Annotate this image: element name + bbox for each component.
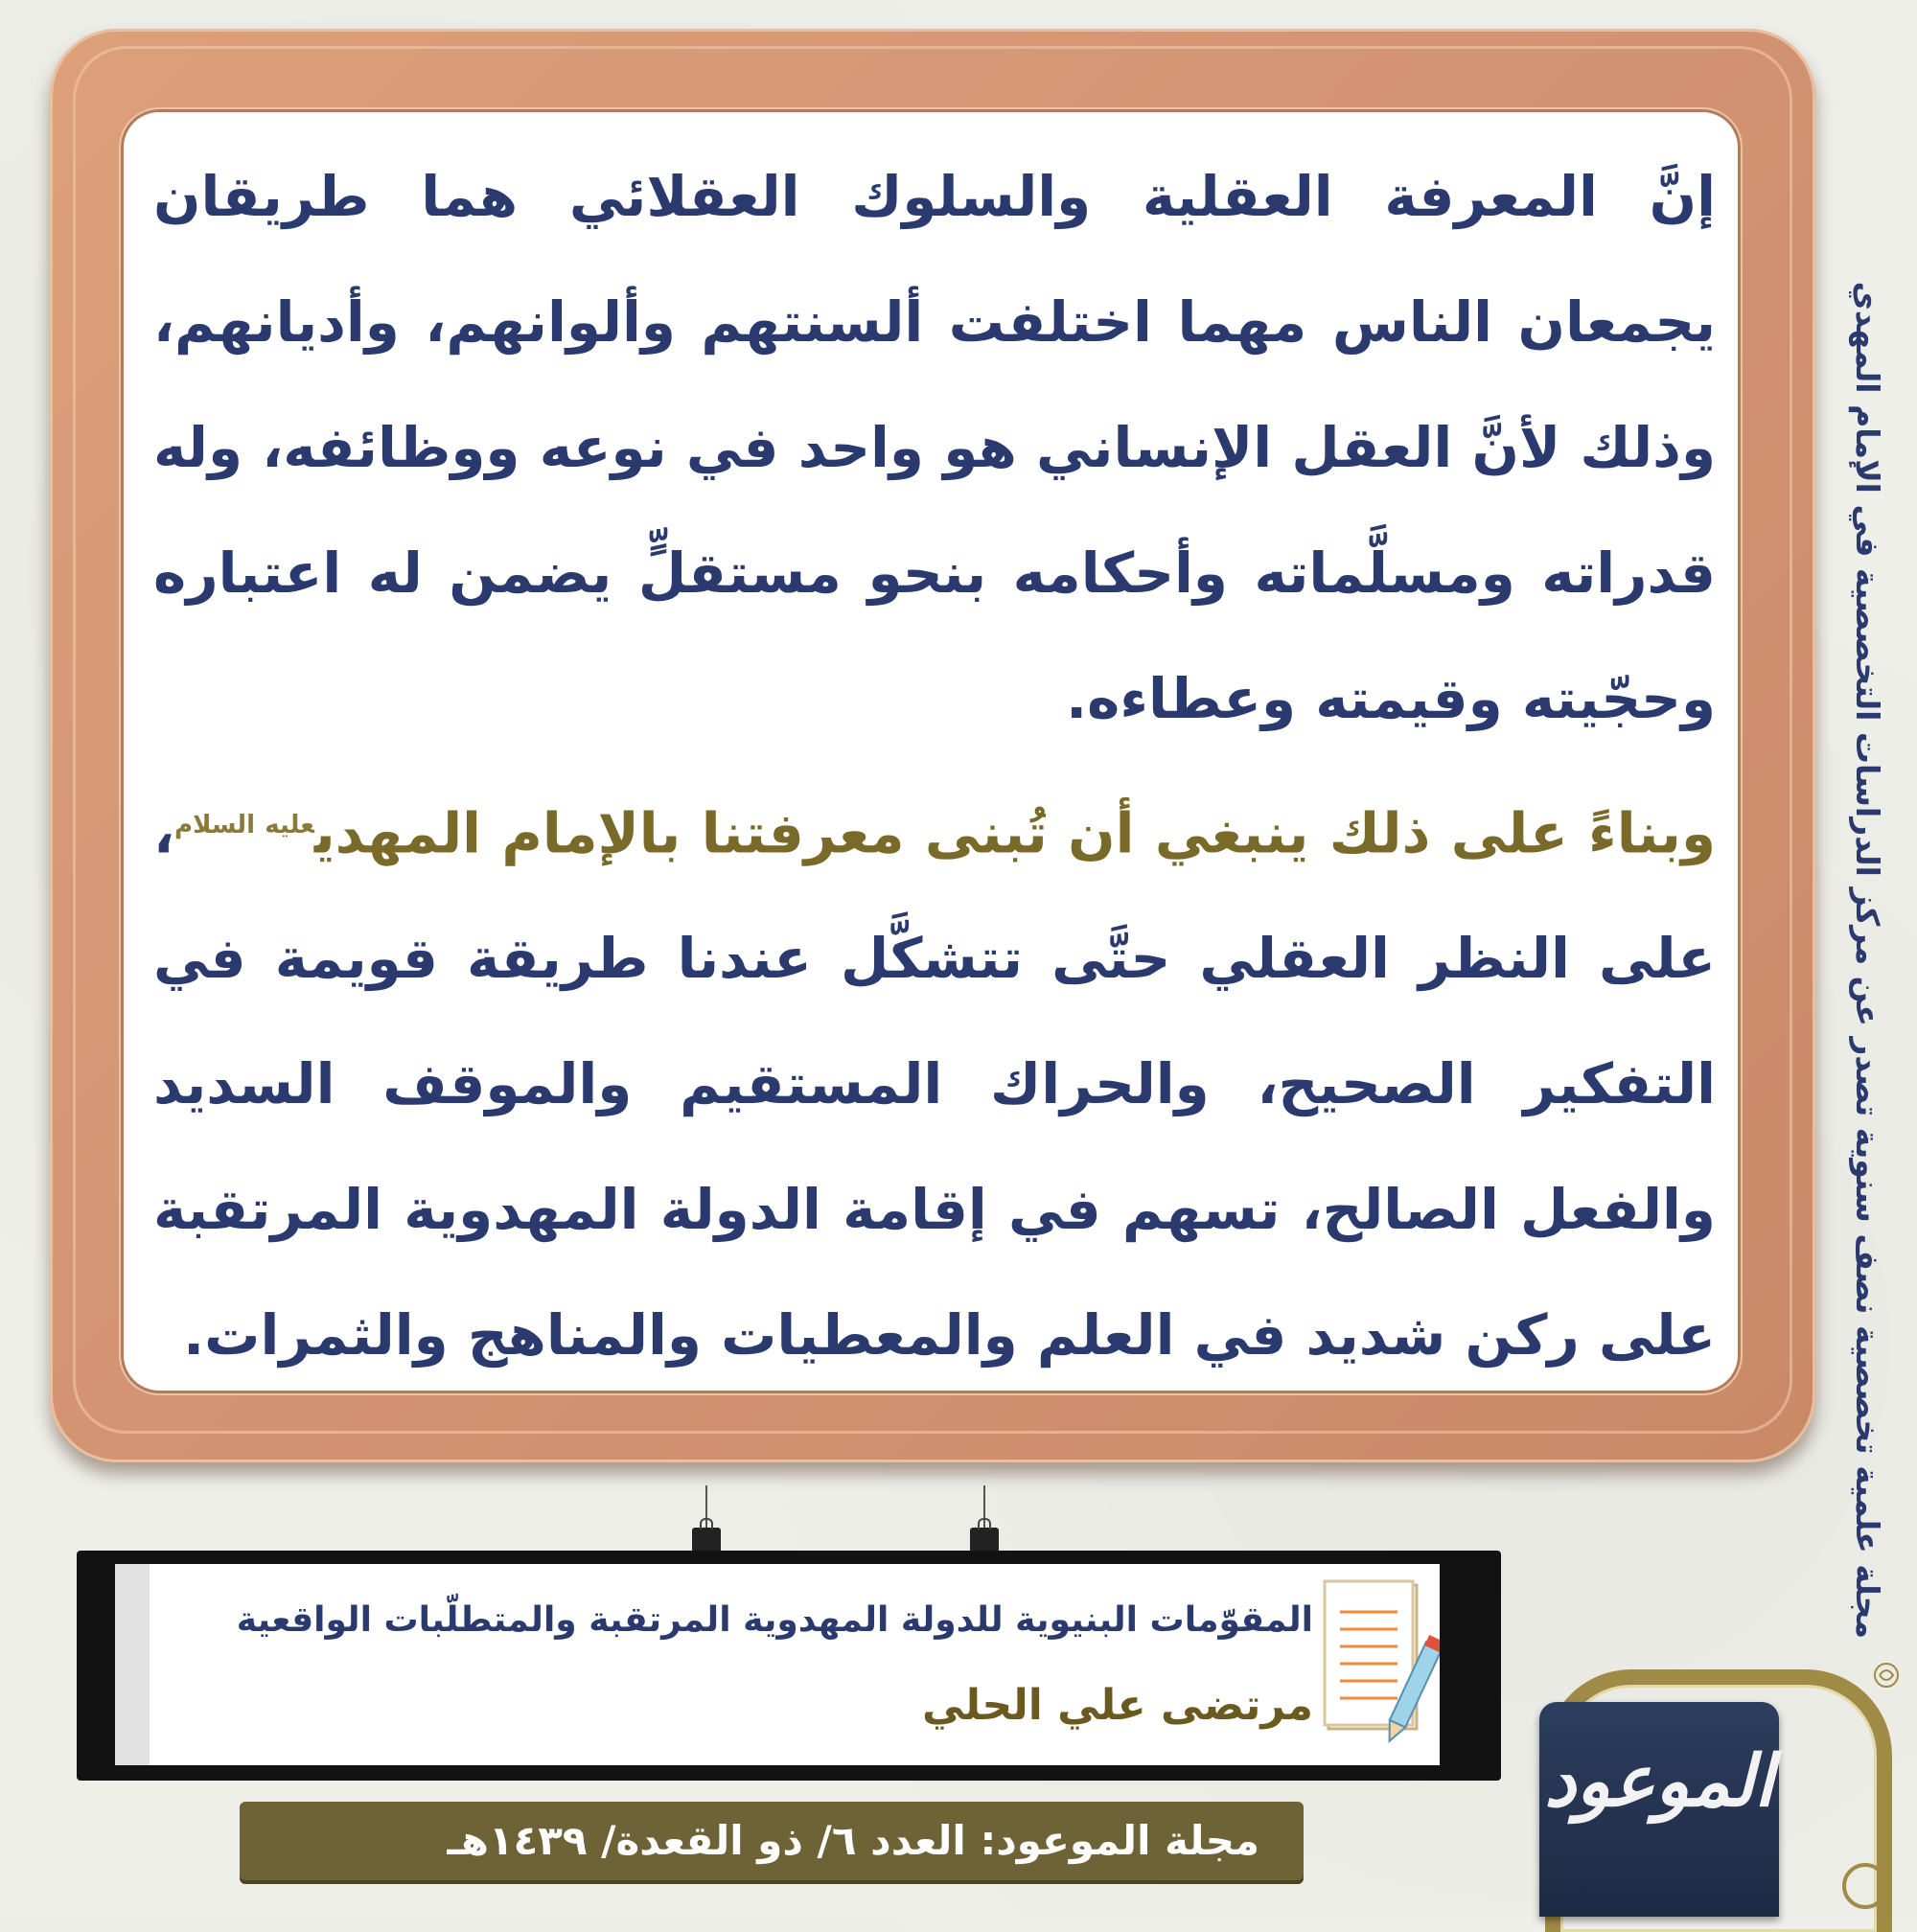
paragraph-2-highlight: وبناءً على ذلك ينبغي أن تُبنى معرفتنا بالإمام المهدي xyxy=(313,800,1716,866)
logo-text: الموعود xyxy=(1544,1740,1774,1823)
document-pencil-icon xyxy=(1321,1574,1440,1756)
honorific-mark: عليه السلام xyxy=(174,811,314,840)
paragraph-2-rest: ، على النظر العقلي حتَّى تتشكَّل عندنا طريقة قويمة في التفكير الصحيح، والحراك المستقيم والموقف السديد والفعل الصالح، تسهم في إقامة الدولة المهدوية المرتقبة على ركن شديد في العلم والمعطيات والمناهج والثمرات. xyxy=(153,800,1716,1368)
hanging-hook-right xyxy=(970,1485,999,1552)
article-title: المقوّمات البنيوية للدولة المهدوية المرتقبة والمتطلّبات الواقعية xyxy=(236,1600,1313,1640)
corner-logo-icon xyxy=(1842,1863,1888,1909)
article-info-panel xyxy=(77,1551,1501,1781)
magazine-logo xyxy=(1539,1702,1779,1917)
issue-bar xyxy=(240,1802,1304,1880)
paragraph-2 xyxy=(153,763,1716,1398)
side-title: مجلة علمية تخصصية نصف سنوية تصدر عن مركز الدراسات التخصصية في الإمام المهدي xyxy=(1849,281,1886,1639)
seal-icon xyxy=(1871,1654,1902,1696)
paragraph-1: إنَّ المعرفة العقلية والسلوك العقلائي هما طريقان يجمعان الناس مهما اختلفت ألسنتهم وألوانهم، وأديانهم، وذلك لأنَّ العقل الإنساني هو واحد في نوعه ووظائفه، وله قدراته ومسلَّماته وأحكامه بنحو مستقلٍّ يضمن له اعتباره وحجّيته وقيمته وعطاءه. xyxy=(153,164,1716,731)
hanging-hook-left xyxy=(692,1485,721,1552)
article-info-card xyxy=(115,1564,1440,1765)
article-author: مرتضى علي الحلي xyxy=(922,1681,1313,1730)
issue-line: مجلة الموعود: العدد ٦/ ذو القعدة/ ١٤٣٩هـ xyxy=(447,1817,1259,1864)
